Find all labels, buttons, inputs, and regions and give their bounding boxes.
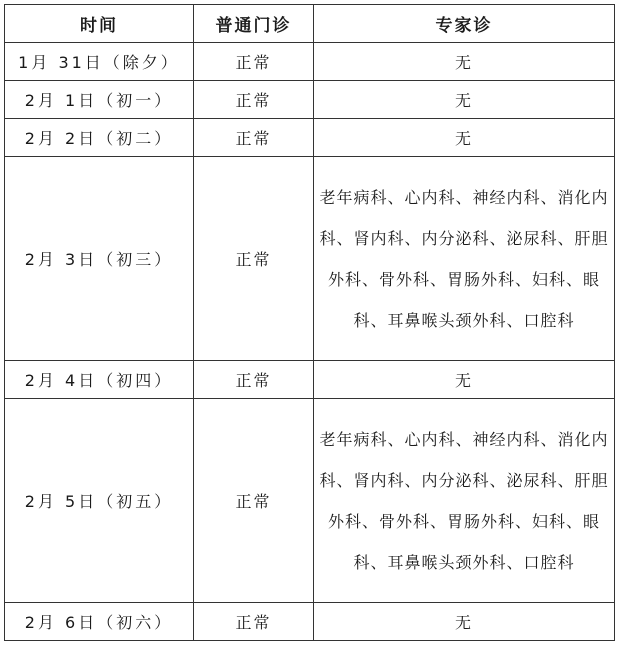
row-date: 2月 5日（初五） (5, 399, 194, 603)
row-expert-departments: 无 (314, 119, 615, 157)
table-row (5, 603, 615, 641)
row-general-status: 正常 (194, 603, 314, 641)
row-date: 2月 3日（初三） (5, 157, 194, 361)
row-expert-departments: 无 (314, 81, 615, 119)
row-general-status: 正常 (194, 157, 314, 361)
row-general-status: 正常 (194, 399, 314, 603)
table-row (5, 43, 615, 81)
row-date: 2月 4日（初四） (5, 361, 194, 399)
table-row (5, 399, 615, 603)
row-date: 2月 1日（初一） (5, 81, 194, 119)
row-general-status: 正常 (194, 81, 314, 119)
row-date: 2月 2日（初二） (5, 119, 194, 157)
header-row (5, 5, 615, 43)
table-row (5, 81, 615, 119)
row-date: 2月 6日（初六） (5, 603, 194, 641)
header-general-clinic: 普通门诊 (194, 5, 314, 43)
header-expert-clinic: 专家诊 (314, 5, 615, 43)
table-row (5, 157, 615, 361)
table-row (5, 361, 615, 399)
row-expert-departments: 无 (314, 43, 615, 81)
row-expert-departments: 老年病科、心内科、神经内科、消化内科、肾内科、内分泌科、泌尿科、肝胆外科、骨外科、胃肠外科、妇科、眼科、耳鼻喉头颈外科、口腔科 (314, 399, 615, 603)
header-date: 时间 (5, 5, 194, 43)
row-general-status: 正常 (194, 119, 314, 157)
row-general-status: 正常 (194, 361, 314, 399)
row-expert-departments: 无 (314, 361, 615, 399)
row-general-status: 正常 (194, 43, 314, 81)
row-expert-departments: 老年病科、心内科、神经内科、消化内科、肾内科、内分泌科、泌尿科、肝胆外科、骨外科、胃肠外科、妇科、眼科、耳鼻喉头颈外科、口腔科 (314, 157, 615, 361)
holiday-clinic-schedule-table (4, 4, 615, 641)
row-expert-departments: 无 (314, 603, 615, 641)
row-date: 1月 31日（除夕） (5, 43, 194, 81)
table-row (5, 119, 615, 157)
